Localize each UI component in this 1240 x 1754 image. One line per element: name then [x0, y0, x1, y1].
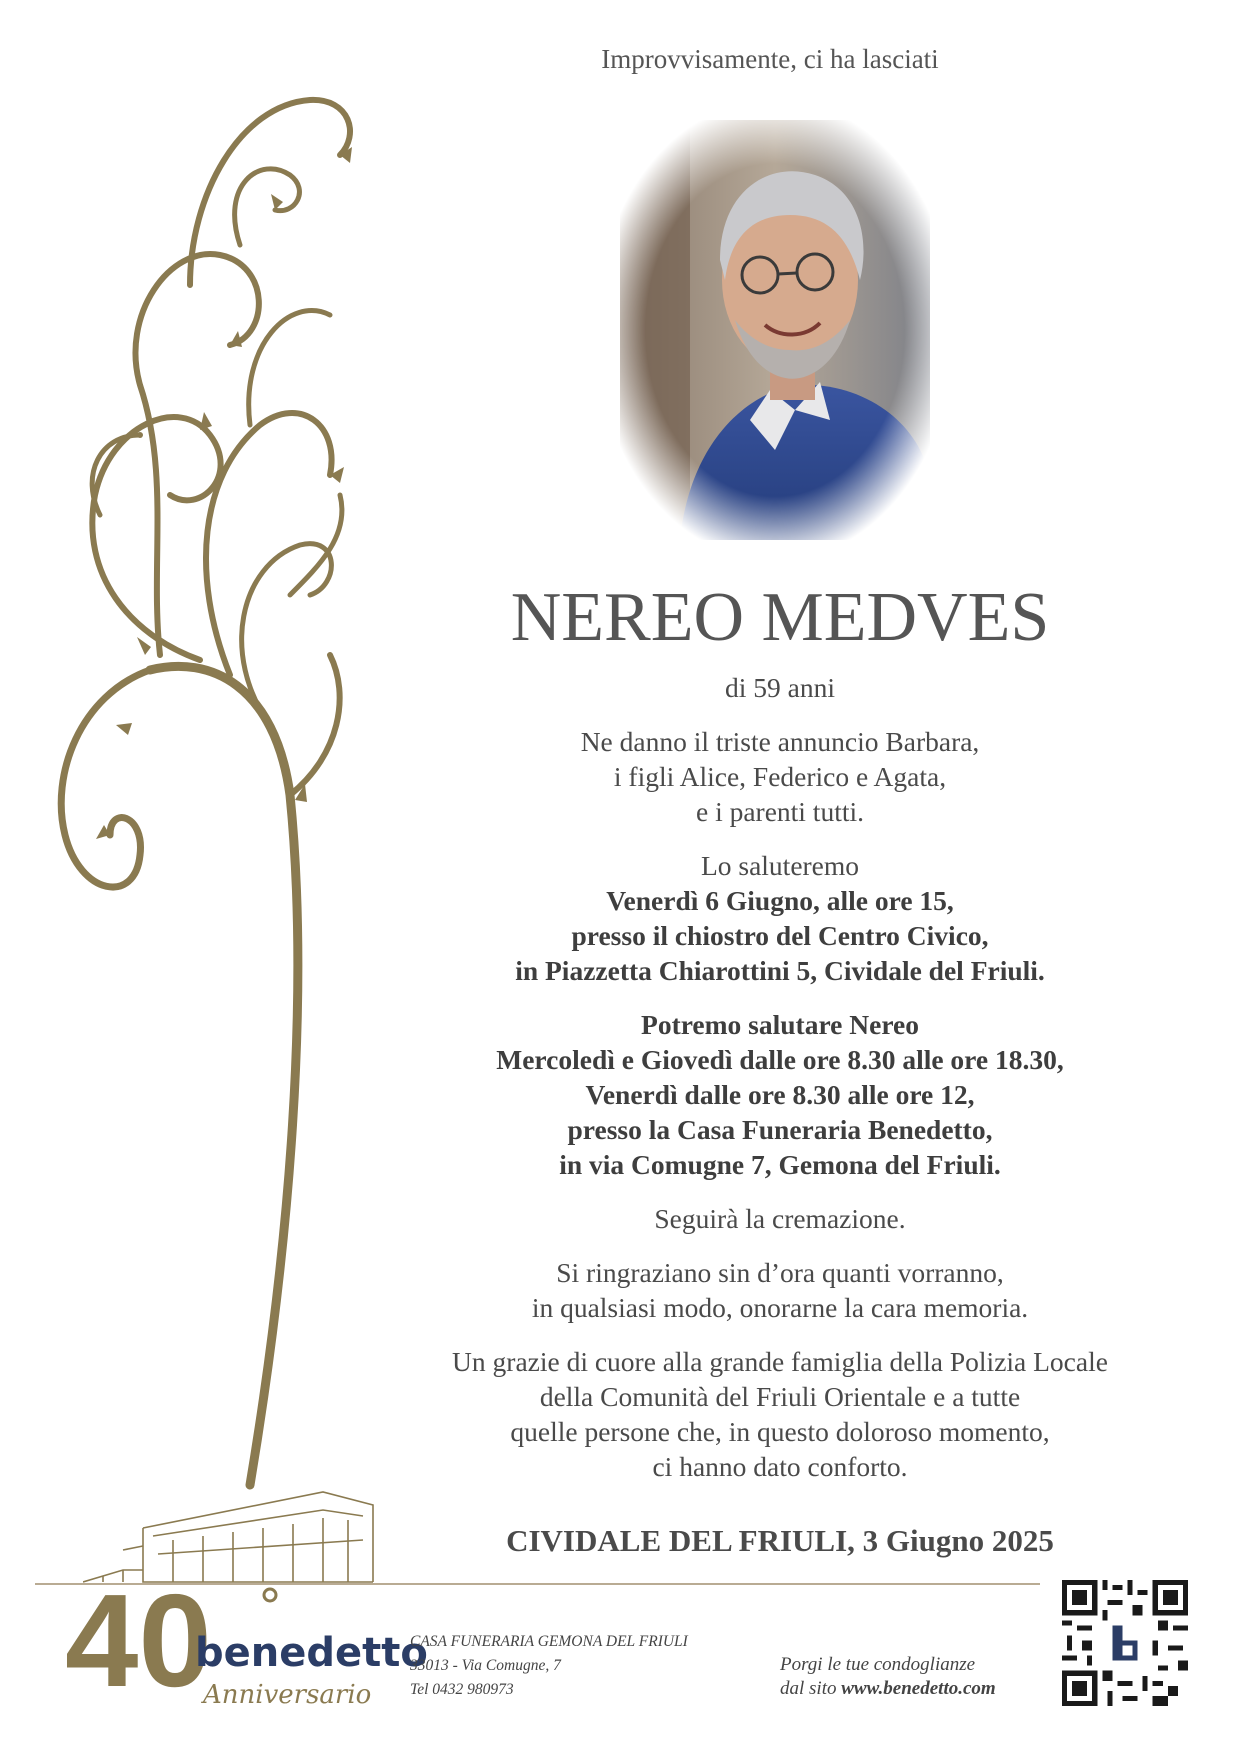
website-link[interactable]: www.benedetto.com	[841, 1678, 996, 1699]
funeral-line: presso il chiostro del Centro Civico,	[571, 920, 989, 951]
visitation-line: in via Comugne 7, Gemona del Friuli.	[559, 1149, 1001, 1180]
intro-text: Improvvisamente, ci ha lasciati	[601, 44, 939, 74]
anniversary-number: 40	[65, 1567, 212, 1714]
deceased-name: NEREO MEDVES	[510, 579, 1050, 656]
funeral-line: Venerdì 6 Giugno, alle ore 15,	[606, 885, 954, 916]
visitation-line: presso la Casa Funeraria Benedetto,	[567, 1114, 993, 1145]
announcement-paragraph	[400, 724, 1160, 829]
thanks-line: in qualsiasi modo, onorarne la cara memoria.	[531, 1292, 1029, 1323]
contact-address: 33013 - Via Comugne, 7	[410, 1657, 561, 1674]
thanks-line: Si ringraziano sin d’ora quanti vorranno,	[556, 1257, 1004, 1288]
thanks-paragraph	[400, 1255, 1160, 1325]
condolences-block	[780, 1653, 1040, 1701]
gratitude-paragraph	[400, 1344, 1160, 1484]
brand-tagline: Anniversario	[203, 1680, 372, 1710]
qr-code-icon[interactable]	[1062, 1580, 1188, 1706]
obituary-body	[400, 670, 1160, 1503]
funeral-paragraph	[400, 848, 1160, 988]
condolences-prefix: dal sito	[780, 1678, 842, 1699]
funeral-line: in Piazzetta Chiarottini 5, Cividale del Friuli.	[515, 955, 1045, 986]
decorative-tree-illustration	[40, 95, 360, 1515]
brand-name: benedetto	[195, 1630, 428, 1676]
visitation-line: Mercoledì e Giovedì dalle ore 8.30 alle ore 18.30,	[496, 1044, 1064, 1075]
funeral-home-logo	[55, 1470, 428, 1740]
degree-circle-icon	[255, 1580, 285, 1610]
announcement-line: Ne danno il triste annuncio Barbara,	[580, 726, 980, 757]
gratitude-line: quelle persone che, in questo doloroso momento,	[510, 1416, 1050, 1447]
visitation-line: Venerdì dalle ore 8.30 alle ore 12,	[585, 1079, 975, 1110]
age-text: di 59 anni	[725, 672, 835, 703]
cremation-text: Seguirà la cremazione.	[654, 1203, 906, 1234]
contact-name: CASA FUNERARIA GEMONA DEL FRIULI	[410, 1633, 688, 1650]
age-line	[400, 670, 1160, 705]
portrait-photo	[620, 120, 930, 540]
gratitude-line: ci hanno dato conforto.	[652, 1451, 908, 1482]
condolences-site-line	[780, 1677, 1040, 1701]
gratitude-line: della Comunità del Friuli Orientale e a tutte	[539, 1381, 1021, 1412]
visitation-line: Potremo salutare Nereo	[641, 1009, 919, 1040]
gratitude-line: Un grazie di cuore alla grande famiglia della Polizia Locale	[452, 1346, 1108, 1377]
condolences-line: Porgi le tue condoglianze	[780, 1654, 976, 1675]
contact-block	[410, 1630, 730, 1702]
place-and-date: CIVIDALE DEL FRIULI, 3 Giugno 2025	[506, 1523, 1054, 1558]
cremation-paragraph	[400, 1201, 1160, 1236]
contact-phone: Tel 0432 980973	[410, 1681, 514, 1698]
funeral-intro: Lo saluteremo	[700, 850, 860, 881]
announcement-line: e i parenti tutti.	[695, 796, 864, 827]
visitation-paragraph	[400, 1007, 1160, 1182]
announcement-line: i figli Alice, Federico e Agata,	[613, 761, 947, 792]
